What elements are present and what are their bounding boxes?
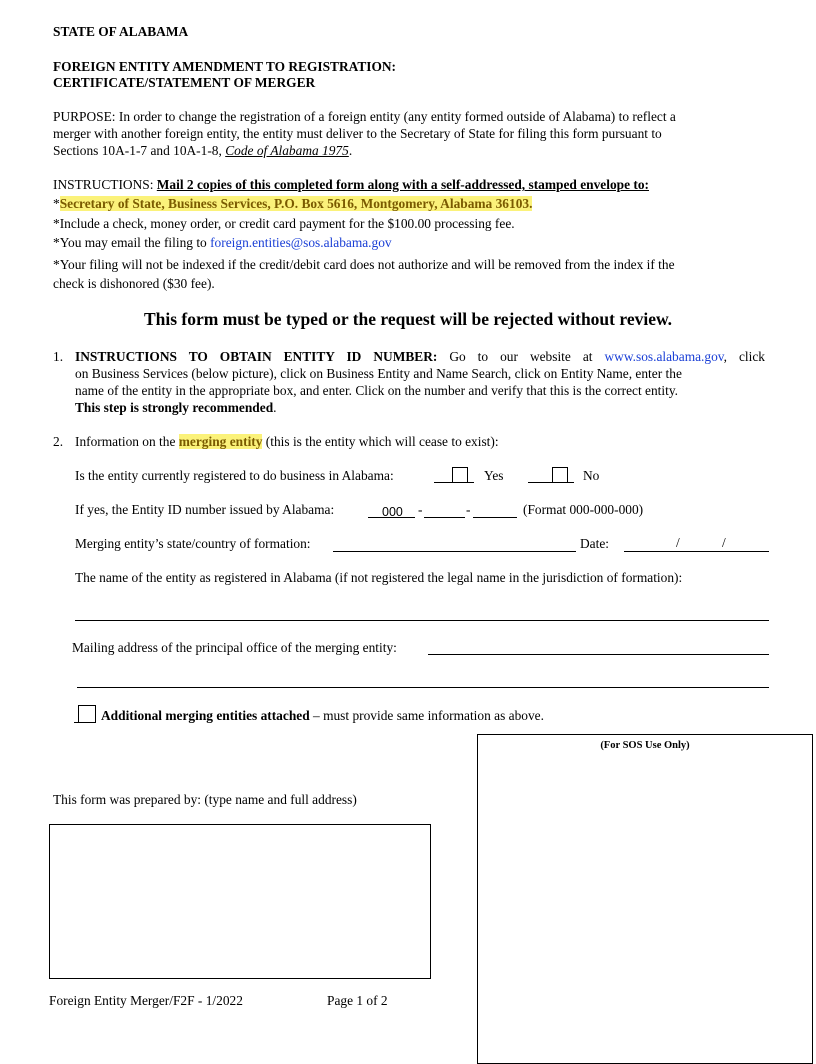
purpose-period: . <box>348 143 353 158</box>
registered-question: Is the entity currently registered to do business in Alabama: <box>75 468 394 483</box>
mail-instructions: Mail 2 copies of this completed form along with a self-addressed, stamped envelope to: <box>156 177 649 192</box>
purpose-line1: PURPOSE: In order to change the registration of a foreign entity (any entity formed outside of Alabama) to reflect a <box>53 109 676 124</box>
mailing-address-label: Mailing address of the principal office of the merging entity: <box>72 640 397 655</box>
item1-text1: Go to our website at <box>437 349 605 364</box>
form-title-line2: CERTIFICATE/STATEMENT OF MERGER <box>53 75 316 90</box>
entity-name-label: The name of the entity as registered in Alabama (if not registered the legal name in the jurisdiction of formation): <box>75 570 683 585</box>
item2-number: 2. <box>53 434 64 449</box>
item2-suffix: (this is the entity which will cease to exist): <box>262 434 499 449</box>
item1-text2: , click <box>723 349 765 364</box>
item2-prefix: Information on the <box>75 434 179 449</box>
entity-name-field[interactable] <box>75 620 769 621</box>
entity-id-format: (Format 000-000-000) <box>523 502 644 517</box>
no-checkbox[interactable] <box>552 467 568 483</box>
date-field[interactable] <box>624 551 769 552</box>
sos-use-box <box>477 734 813 1064</box>
footer-form-id: Foreign Entity Merger/F2F - 1/2022 <box>49 993 243 1008</box>
no-label: No <box>583 468 600 483</box>
entity-id-dash2: - <box>466 502 471 517</box>
form-title-line1: FOREIGN ENTITY AMENDMENT TO REGISTRATION: <box>53 59 397 74</box>
mailing-address: Secretary of State, Business Services, P.O. Box 5616, Montgomery, Alabama 36103. <box>59 196 533 211</box>
index-line1: *Your filing will not be indexed if the credit/debit card does not authorize and will be removed from the index if the <box>53 257 675 272</box>
item1-number: 1. <box>53 349 64 364</box>
sos-use-label: (For SOS Use Only) <box>600 740 690 751</box>
additional-entities-label: Additional merging entities attached <box>101 708 310 723</box>
purpose-line2: merger with another foreign entity, the entity must deliver to the Secretary of State for filing this form pursuant to <box>53 126 662 141</box>
footer-page-number: Page 1 of 2 <box>327 993 388 1008</box>
email-line <box>53 235 392 251</box>
yes-label: Yes <box>484 468 504 483</box>
prepared-by-box[interactable] <box>49 824 431 979</box>
entity-id-field-3[interactable] <box>473 517 517 518</box>
entity-id-prefix: 000 <box>382 505 403 519</box>
strongly-recommended: This step is strongly recommended <box>75 400 274 415</box>
purpose-sections: Sections 10A-1-7 and 10A-1-8, <box>53 143 226 158</box>
merging-entity-highlight: merging entity <box>178 434 263 449</box>
email-link[interactable]: foreign.entities@sos.alabama.gov <box>210 235 392 250</box>
additional-entities-note: – must provide same information as above. <box>309 708 544 723</box>
item1-line2: on Business Services (below picture), click on Business Entity and Name Search, click on Entity Name, enter the <box>75 366 682 381</box>
item1-line1 <box>75 349 765 365</box>
sos-website-link[interactable]: www.sos.alabama.gov <box>604 349 724 364</box>
index-line2: check is dishonored ($30 fee). <box>53 276 215 291</box>
state-country-label: Merging entity’s state/country of formation: <box>75 536 311 551</box>
mailing-address-field[interactable] <box>428 654 769 655</box>
date-label: Date: <box>580 536 609 551</box>
purpose-line3 <box>53 143 352 159</box>
entity-id-label: If yes, the Entity ID number issued by Alabama: <box>75 502 335 517</box>
date-slash2: / <box>722 535 726 550</box>
additional-entities-line <box>101 708 544 724</box>
address-asterisk: * <box>53 196 60 211</box>
state-heading: STATE OF ALABAMA <box>53 24 189 39</box>
date-slash1: / <box>676 535 680 550</box>
prepared-by-label: This form was prepared by: (type name and full address) <box>53 792 357 807</box>
item1-line4 <box>75 400 277 416</box>
item1-line3: name of the entity in the appropriate box, and enter. Click on the number and verify that this is the correct entity. <box>75 383 679 398</box>
fee-line: *Include a check, money order, or credit card payment for the $100.00 processing fee. <box>53 216 515 231</box>
entity-id-field-2[interactable] <box>424 517 465 518</box>
item2-heading <box>75 434 499 450</box>
item1-period: . <box>273 400 277 415</box>
entity-id-instructions-heading: INSTRUCTIONS TO OBTAIN ENTITY ID NUMBER: <box>75 349 438 364</box>
instructions-line <box>53 177 649 193</box>
typed-warning: This form must be typed or the request will be rejected without review. <box>143 309 673 329</box>
mailing-address-field-2[interactable] <box>77 687 769 688</box>
email-prefix: *You may email the filing to <box>53 235 211 250</box>
additional-entities-checkbox[interactable] <box>78 705 96 723</box>
entity-id-dash1: - <box>418 502 423 517</box>
address-line <box>53 196 532 212</box>
state-country-field[interactable] <box>333 551 576 552</box>
instructions-label: INSTRUCTIONS: <box>53 177 157 192</box>
code-of-alabama: Code of Alabama 1975 <box>225 143 349 158</box>
yes-checkbox[interactable] <box>452 467 468 483</box>
